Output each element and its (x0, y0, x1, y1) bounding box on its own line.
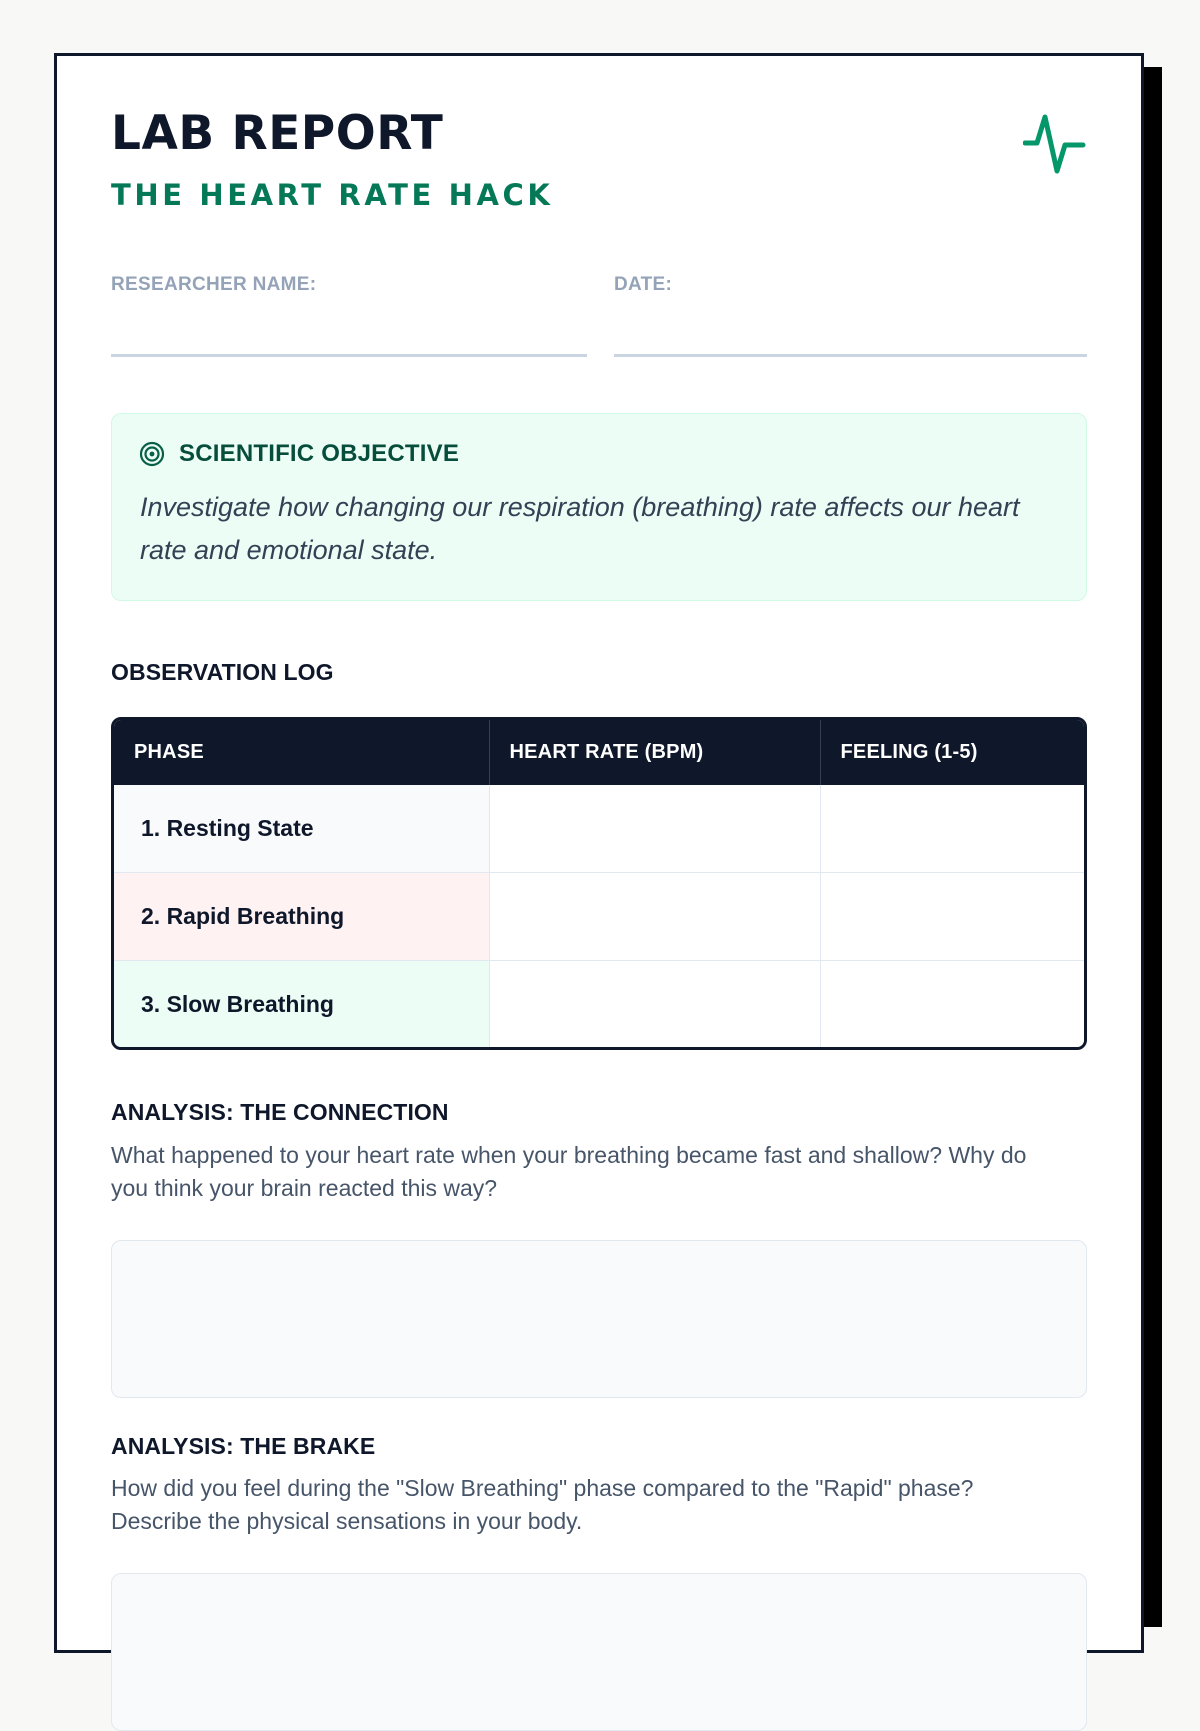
lab-report-sheet (54, 53, 1144, 1653)
analysis-connection-prompt: What happened to your heart rate when your breathing became fast and shallow? Why do you think your brain reacted this way? (111, 1142, 1027, 1201)
feeling-cell[interactable] (820, 961, 1084, 1049)
feeling-cell[interactable] (820, 873, 1084, 961)
phase-cell: 3. Slow Breathing (114, 961, 489, 1049)
feeling-cell[interactable] (820, 785, 1084, 873)
date-field[interactable] (614, 354, 1087, 357)
target-icon (139, 441, 165, 467)
column-header-feeling: FEELING (1-5) (820, 720, 1084, 785)
analysis-brake-answer[interactable] (111, 1573, 1087, 1731)
observation-log-title: OBSERVATION LOG (111, 659, 334, 685)
column-header-phase: PHASE (114, 720, 489, 785)
researcher-name-field[interactable] (111, 354, 587, 357)
objective-header (139, 440, 459, 468)
observation-table (111, 717, 1087, 1050)
heart-pulse-icon (1023, 111, 1087, 177)
table-row (114, 961, 1084, 1049)
heart-rate-cell[interactable] (489, 873, 820, 961)
objective-title: SCIENTIFIC OBJECTIVE (179, 440, 460, 467)
researcher-name-label: RESEARCHER NAME: (111, 274, 317, 295)
analysis-connection-answer[interactable] (111, 1240, 1087, 1398)
objective-panel (111, 413, 1087, 601)
analysis-connection-title: ANALYSIS: THE CONNECTION (111, 1099, 449, 1125)
phase-cell: 1. Resting State (114, 785, 489, 873)
table-header-row (114, 720, 1084, 785)
column-header-heart-rate: HEART RATE (BPM) (489, 720, 820, 785)
table-row (114, 785, 1084, 873)
analysis-brake-title: ANALYSIS: THE BRAKE (111, 1433, 376, 1459)
objective-text: Investigate how changing our respiration (breathing) rate affects our heart rate and emotional state. (140, 492, 1020, 565)
heart-rate-cell[interactable] (489, 961, 820, 1049)
page-title: LAB REPORT (111, 106, 444, 161)
date-label: DATE: (614, 274, 673, 295)
heart-rate-cell[interactable] (489, 785, 820, 873)
analysis-brake-prompt: How did you feel during the "Slow Breathing" phase compared to the "Rapid" phase? Describe the physical sensations in your body. (111, 1475, 974, 1534)
phase-cell: 2. Rapid Breathing (114, 873, 489, 961)
page-subtitle: THE HEART RATE HACK (111, 178, 554, 212)
table-row (114, 873, 1084, 961)
